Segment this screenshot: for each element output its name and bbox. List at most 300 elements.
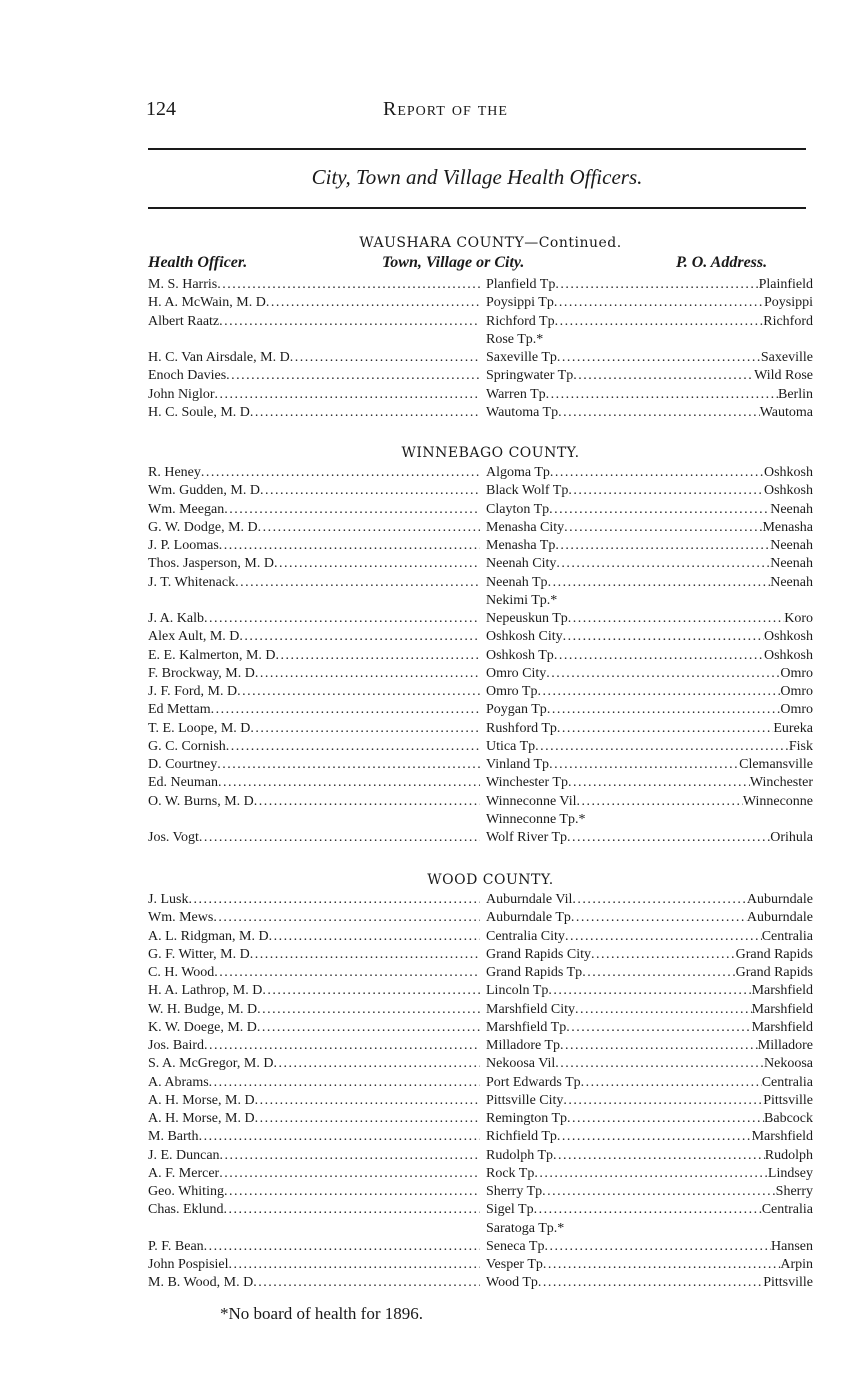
- post-office-address: Fisk: [788, 738, 813, 754]
- post-office-address: Orihula: [770, 830, 813, 845]
- post-office-address: Poysippi: [763, 295, 813, 311]
- place-name: Auburndale Vil: [486, 892, 573, 907]
- dot-leader: [555, 1055, 764, 1073]
- officer-name: A. H. Morse, M. D: [148, 1092, 255, 1108]
- table-row: [148, 1183, 813, 1201]
- place-cell: [486, 404, 813, 422]
- officer-name: T. E. Loope, M. D: [148, 720, 251, 736]
- officer-cell: [148, 1201, 480, 1219]
- county-block-winnebago: [148, 442, 813, 847]
- place-name: Warren Tp: [486, 386, 546, 402]
- dot-leader: [546, 386, 778, 404]
- post-office-address: Grand Rapids: [735, 946, 813, 962]
- place-name: Grand Rapids Tp: [486, 965, 583, 980]
- dot-leader: [262, 982, 480, 1000]
- place-cell: [486, 331, 813, 349]
- officer-cell: [148, 482, 480, 500]
- place-cell: [486, 294, 813, 312]
- table-row: [148, 793, 813, 811]
- dot-leader: [257, 1019, 480, 1037]
- officer-name: Thos. Jasperson, M. D: [148, 556, 274, 572]
- table-row: [148, 683, 813, 701]
- place-cell: [486, 829, 813, 847]
- post-office-address: Marshfield: [751, 983, 813, 999]
- officer-name: G. W. Dodge, M. D: [148, 519, 258, 535]
- place-cell: [486, 1274, 813, 1292]
- officer-name: R. Heney: [148, 465, 201, 480]
- place-cell: [486, 501, 813, 519]
- post-office-address: Centralia: [761, 928, 813, 944]
- table-row: [148, 294, 813, 312]
- post-office-address: Omro: [780, 702, 813, 718]
- dot-leader: [575, 1001, 752, 1019]
- officer-name: F. Brockway, M. D: [148, 665, 255, 681]
- table-row: [148, 720, 813, 738]
- table-row: [148, 349, 813, 367]
- dot-leader: [220, 1147, 480, 1165]
- officer-name: G. F. Witter, M. D: [148, 946, 250, 962]
- post-office-address: Wautoma: [759, 404, 813, 420]
- place-name: Omro City: [486, 665, 547, 681]
- place-cell: [486, 628, 813, 646]
- officer-cell: [148, 501, 480, 519]
- officer-name: K. W. Doege, M. D: [148, 1019, 257, 1035]
- officer-cell: [148, 1147, 480, 1165]
- place-name: Port Edwards Tp: [486, 1074, 581, 1090]
- place-name: Sherry Tp: [486, 1184, 543, 1199]
- post-office-address: Saxeville: [760, 350, 813, 365]
- table-row: [148, 701, 813, 719]
- officer-cell: [148, 1074, 480, 1092]
- place-cell: [486, 1256, 813, 1274]
- dot-leader: [555, 537, 770, 555]
- dot-leader: [581, 1074, 762, 1092]
- dot-leader: [543, 1256, 780, 1274]
- officer-cell: [148, 313, 480, 331]
- officer-cell: [148, 404, 480, 422]
- table-row: [148, 1128, 813, 1146]
- officer-name: Enoch Davies: [148, 368, 227, 384]
- officer-name: M. S. Harris: [148, 277, 218, 292]
- table-row: [148, 1092, 813, 1110]
- dot-leader: [572, 891, 747, 909]
- place-cell: [486, 464, 813, 482]
- officer-cell: [148, 701, 480, 719]
- officer-name: E. E. Kalmerton, M. D: [148, 647, 276, 663]
- place-cell: [486, 1019, 813, 1037]
- table-row: [148, 519, 813, 537]
- dot-leader: [537, 683, 780, 701]
- officer-cell: [148, 891, 480, 909]
- dot-leader: [557, 720, 773, 738]
- place-cell: [486, 349, 813, 367]
- dot-leader: [582, 964, 735, 982]
- dot-leader: [217, 756, 480, 774]
- entry-list: [148, 464, 813, 847]
- place-cell: [486, 1074, 813, 1092]
- place-name: Algoma Tp: [486, 465, 550, 480]
- officer-cell: [148, 367, 480, 385]
- dot-leader: [276, 647, 480, 665]
- table-row: [148, 1274, 813, 1292]
- table-row: [148, 482, 813, 500]
- column-headers: [148, 254, 813, 276]
- table-row: [148, 909, 813, 927]
- post-office-address: Omro: [780, 684, 813, 699]
- dot-leader: [553, 1147, 765, 1165]
- officer-cell: [148, 294, 480, 312]
- dot-leader: [555, 313, 764, 331]
- officer-cell: [148, 774, 480, 792]
- officer-name: W. H. Budge, M. D: [148, 1001, 258, 1017]
- place-cell: [486, 1165, 813, 1183]
- dot-leader: [565, 928, 762, 946]
- dot-leader: [568, 610, 784, 628]
- post-office-address: Nekoosa: [764, 1056, 813, 1072]
- post-office-address: Koro: [784, 611, 813, 626]
- place-cell: [486, 756, 813, 774]
- dot-leader: [215, 386, 481, 404]
- post-office-address: Auburndale: [746, 910, 813, 926]
- dot-leader: [257, 1001, 480, 1019]
- place-name: Omro Tp: [486, 684, 538, 699]
- entry-list: [148, 891, 813, 1293]
- place-cell: [486, 1183, 813, 1201]
- place-cell: [486, 1147, 813, 1165]
- dot-leader: [229, 1256, 480, 1274]
- post-office-address: Neenah: [770, 538, 813, 553]
- place-cell: [486, 946, 813, 964]
- dot-leader: [213, 909, 480, 927]
- place-name: Saratoga Tp.*: [486, 1220, 565, 1236]
- dot-leader: [188, 891, 480, 909]
- dot-leader: [558, 404, 760, 422]
- place-name: Rock Tp: [486, 1165, 535, 1181]
- table-row: [148, 367, 813, 385]
- place-cell: [486, 592, 813, 610]
- post-office-address: Auburndale: [746, 892, 813, 907]
- officer-cell: [148, 964, 480, 982]
- officer-cell: [148, 1019, 480, 1037]
- place-cell: [486, 982, 813, 1000]
- section-title: City, Town and Village Health Officers.: [311, 165, 643, 189]
- table-row: [148, 464, 813, 482]
- place-name: Richfield Tp: [486, 1129, 557, 1145]
- place-name: Wood Tp: [486, 1275, 538, 1291]
- table-row: [148, 555, 813, 573]
- officer-cell: [148, 756, 480, 774]
- table-row: [148, 964, 813, 982]
- place-name: Seneca Tp: [486, 1238, 545, 1254]
- table-row: [148, 1110, 813, 1128]
- running-head: Report of the: [383, 98, 508, 120]
- place-cell: [486, 720, 813, 738]
- officer-name: A. H. Morse, M. D: [148, 1111, 255, 1126]
- place-name: Menasha City: [486, 519, 565, 535]
- place-cell: [486, 683, 813, 701]
- place-cell: [486, 1037, 813, 1055]
- table-row: [148, 1220, 813, 1238]
- officer-name: H. C. Van Airsdale, M. D: [148, 350, 290, 365]
- table-row: [148, 665, 813, 683]
- place-name: Planfield Tp: [486, 277, 556, 292]
- place-name: Neenah City: [486, 556, 557, 572]
- officer-cell: [148, 1092, 480, 1110]
- dot-leader: [573, 367, 754, 385]
- dot-leader: [219, 1165, 480, 1183]
- post-office-address: Wild Rose: [754, 368, 813, 384]
- table-row: [148, 537, 813, 555]
- place-name: Oshkosh City: [486, 629, 563, 645]
- place-name: Oshkosh Tp: [486, 647, 554, 663]
- post-office-address: Omro: [780, 665, 813, 681]
- officer-name: H. C. Soule, M. D: [148, 404, 250, 420]
- dot-leader: [556, 555, 770, 573]
- officer-cell: [148, 1037, 480, 1055]
- dot-leader: [204, 1238, 480, 1256]
- page-number: 124: [146, 98, 176, 120]
- dot-leader: [274, 555, 480, 573]
- dot-leader: [564, 519, 762, 537]
- officer-cell: [148, 1165, 480, 1183]
- place-cell: [486, 1110, 813, 1128]
- place-name: Springwater Tp: [486, 368, 574, 384]
- dot-leader: [567, 829, 770, 847]
- column-header-place: Town, Village or City.: [382, 254, 525, 271]
- post-office-address: Winneconne: [742, 793, 813, 809]
- table-row: [148, 738, 813, 756]
- place-name: Lincoln Tp: [486, 983, 549, 999]
- place-cell: [486, 555, 813, 573]
- dot-leader: [571, 909, 747, 927]
- place-name: Marshfield Tp: [486, 1019, 567, 1035]
- place-name: Poygan Tp: [486, 702, 547, 718]
- officer-cell: [148, 665, 480, 683]
- officer-cell: [148, 1055, 480, 1073]
- officer-name: H. A. Lathrop, M. D: [148, 983, 263, 999]
- post-office-address: Rudolph: [764, 1147, 813, 1163]
- table-row: [148, 1055, 813, 1073]
- place-name: Nepeuskun Tp: [486, 611, 568, 626]
- dot-leader: [223, 1201, 480, 1219]
- dot-leader: [546, 665, 780, 683]
- post-office-address: Pittsville: [763, 1092, 813, 1108]
- place-name: Rudolph Tp: [486, 1147, 554, 1163]
- dot-leader: [554, 647, 764, 665]
- officer-cell: [148, 720, 480, 738]
- officer-cell: [148, 1256, 480, 1274]
- dot-leader: [217, 276, 480, 294]
- officer-name: Wm. Meegan: [148, 501, 225, 517]
- dot-leader: [224, 1183, 480, 1201]
- officer-cell: [148, 349, 480, 367]
- officer-name: A. F. Mercer: [148, 1165, 220, 1181]
- dot-leader: [201, 464, 480, 482]
- officer-cell: [148, 276, 480, 294]
- officer-name: Alex Ault, M. D: [148, 629, 240, 645]
- dot-leader: [568, 774, 750, 792]
- post-office-address: Lindsey: [767, 1165, 813, 1181]
- place-cell: [486, 647, 813, 665]
- column-header-officer: Health Officer.: [148, 254, 248, 271]
- officer-name: John Niglor: [148, 386, 215, 402]
- place-cell: [486, 1055, 813, 1073]
- dot-leader: [226, 738, 480, 756]
- dot-leader: [548, 982, 751, 1000]
- dot-leader: [566, 1019, 751, 1037]
- officer-name: J. T. Whitenack: [148, 574, 236, 590]
- dot-leader: [549, 501, 770, 519]
- table-row: [148, 501, 813, 519]
- officer-cell: [148, 628, 480, 646]
- officer-cell: [148, 738, 480, 756]
- dot-leader: [211, 701, 480, 719]
- dot-leader: [266, 294, 480, 312]
- officer-cell: [148, 1183, 480, 1201]
- bottom-rule: [148, 207, 806, 209]
- column-header-address: P. O. Address.: [676, 254, 768, 271]
- top-rule: [148, 148, 806, 150]
- dot-leader: [548, 574, 771, 592]
- officer-name: M. B. Wood, M. D: [148, 1275, 254, 1291]
- dot-leader: [214, 964, 480, 982]
- officer-name: A. Abrams: [148, 1074, 209, 1090]
- table-row: [148, 811, 813, 829]
- dot-leader: [258, 519, 480, 537]
- officer-name: Jos. Vogt: [148, 830, 199, 845]
- dot-leader: [560, 1037, 758, 1055]
- dot-leader: [557, 349, 761, 367]
- dot-leader: [250, 404, 480, 422]
- dot-leader: [260, 482, 480, 500]
- table-row: [148, 1238, 813, 1256]
- table-row: [148, 1001, 813, 1019]
- dot-leader: [535, 738, 789, 756]
- table-row: [148, 1074, 813, 1092]
- table-row: [148, 386, 813, 404]
- place-name: Winneconne Vil: [486, 793, 577, 809]
- entry-list: [148, 276, 813, 422]
- dot-leader: [250, 720, 480, 738]
- dot-leader: [273, 1055, 480, 1073]
- place-name: Saxeville Tp: [486, 350, 557, 365]
- post-office-address: Marshfield: [751, 1019, 813, 1035]
- place-name: Auburndale Tp: [486, 910, 571, 926]
- place-cell: [486, 482, 813, 500]
- officer-name: Wm. Gudden, M. D: [148, 483, 260, 499]
- post-office-address: Neenah: [770, 574, 813, 590]
- dot-leader: [544, 1238, 771, 1256]
- officer-cell: [148, 946, 480, 964]
- dot-leader: [563, 628, 764, 646]
- officer-cell: [148, 1238, 480, 1256]
- place-cell: [486, 811, 813, 829]
- place-name: Nekoosa Vil: [486, 1056, 556, 1072]
- place-cell: [486, 537, 813, 555]
- officer-cell: [148, 793, 480, 811]
- dot-leader: [547, 701, 781, 719]
- place-cell: [486, 313, 813, 331]
- post-office-address: Oshkosh: [763, 629, 813, 645]
- place-name: Black Wolf Tp: [486, 483, 569, 499]
- dot-leader: [554, 294, 764, 312]
- post-office-address: Arpin: [780, 1257, 813, 1272]
- place-name: Menasha Tp: [486, 538, 556, 553]
- post-office-address: Winchester: [749, 775, 813, 791]
- officer-cell: [148, 519, 480, 537]
- dot-leader: [269, 928, 480, 946]
- place-name: Vinland Tp: [486, 757, 550, 772]
- officer-name: O. W. Burns, M. D: [148, 793, 254, 809]
- place-name: Milladore Tp: [486, 1038, 561, 1053]
- officer-cell: [148, 982, 480, 1000]
- dot-leader: [290, 349, 480, 367]
- place-name: Sigel Tp: [486, 1202, 534, 1218]
- dot-leader: [255, 1092, 480, 1110]
- place-cell: [486, 367, 813, 385]
- place-name: Pittsville City: [486, 1092, 564, 1108]
- place-name: Nekimi Tp.*: [486, 592, 558, 608]
- table-row: [148, 756, 813, 774]
- place-cell: [486, 1238, 813, 1256]
- county-title: WOOD COUNTY.: [427, 872, 554, 888]
- post-office-address: Pittsville: [763, 1275, 813, 1291]
- officer-name: Ed. Neuman: [148, 775, 218, 791]
- dot-leader: [557, 1128, 752, 1146]
- officer-cell: [148, 647, 480, 665]
- officer-cell: [148, 464, 480, 482]
- place-name: Vesper Tp: [486, 1257, 543, 1272]
- post-office-address: Hansen: [771, 1238, 813, 1254]
- place-cell: [486, 1092, 813, 1110]
- dot-leader: [253, 1274, 480, 1292]
- dot-leader: [204, 1037, 480, 1055]
- dot-leader: [549, 756, 739, 774]
- post-office-address: Neenah: [770, 501, 813, 517]
- table-row: [148, 276, 813, 294]
- officer-name: M. Barth: [148, 1129, 199, 1145]
- place-cell: [486, 793, 813, 811]
- place-name: Grand Rapids City: [486, 946, 591, 962]
- place-cell: [486, 701, 813, 719]
- place-cell: [486, 1001, 813, 1019]
- officer-name: S. A. McGregor, M. D: [148, 1056, 274, 1072]
- dot-leader: [224, 501, 480, 519]
- post-office-address: Clemansville: [739, 757, 813, 772]
- place-cell: [486, 891, 813, 909]
- officer-name: H. A. McWain, M. D: [148, 295, 266, 311]
- officer-cell: [148, 386, 480, 404]
- post-office-address: Grand Rapids: [735, 965, 813, 980]
- county-title: WAUSHARA COUNTY—Continued.: [359, 235, 622, 251]
- post-office-address: Eureka: [773, 720, 813, 736]
- dot-leader: [542, 1183, 776, 1201]
- officer-name: J. A. Kalb: [148, 611, 204, 626]
- officer-cell: [148, 1001, 480, 1019]
- dot-leader: [534, 1201, 762, 1219]
- dot-leader: [239, 628, 480, 646]
- place-cell: [486, 909, 813, 927]
- dot-leader: [568, 482, 764, 500]
- dot-leader: [226, 367, 480, 385]
- place-name: Marshfield City: [486, 1001, 576, 1017]
- place-name: Poysippi Tp: [486, 295, 554, 311]
- dot-leader: [255, 1110, 480, 1128]
- post-office-address: Oshkosh: [763, 647, 813, 663]
- table-row: [148, 1037, 813, 1055]
- dot-leader: [219, 313, 480, 331]
- officer-name: A. L. Ridgman, M. D: [148, 928, 269, 944]
